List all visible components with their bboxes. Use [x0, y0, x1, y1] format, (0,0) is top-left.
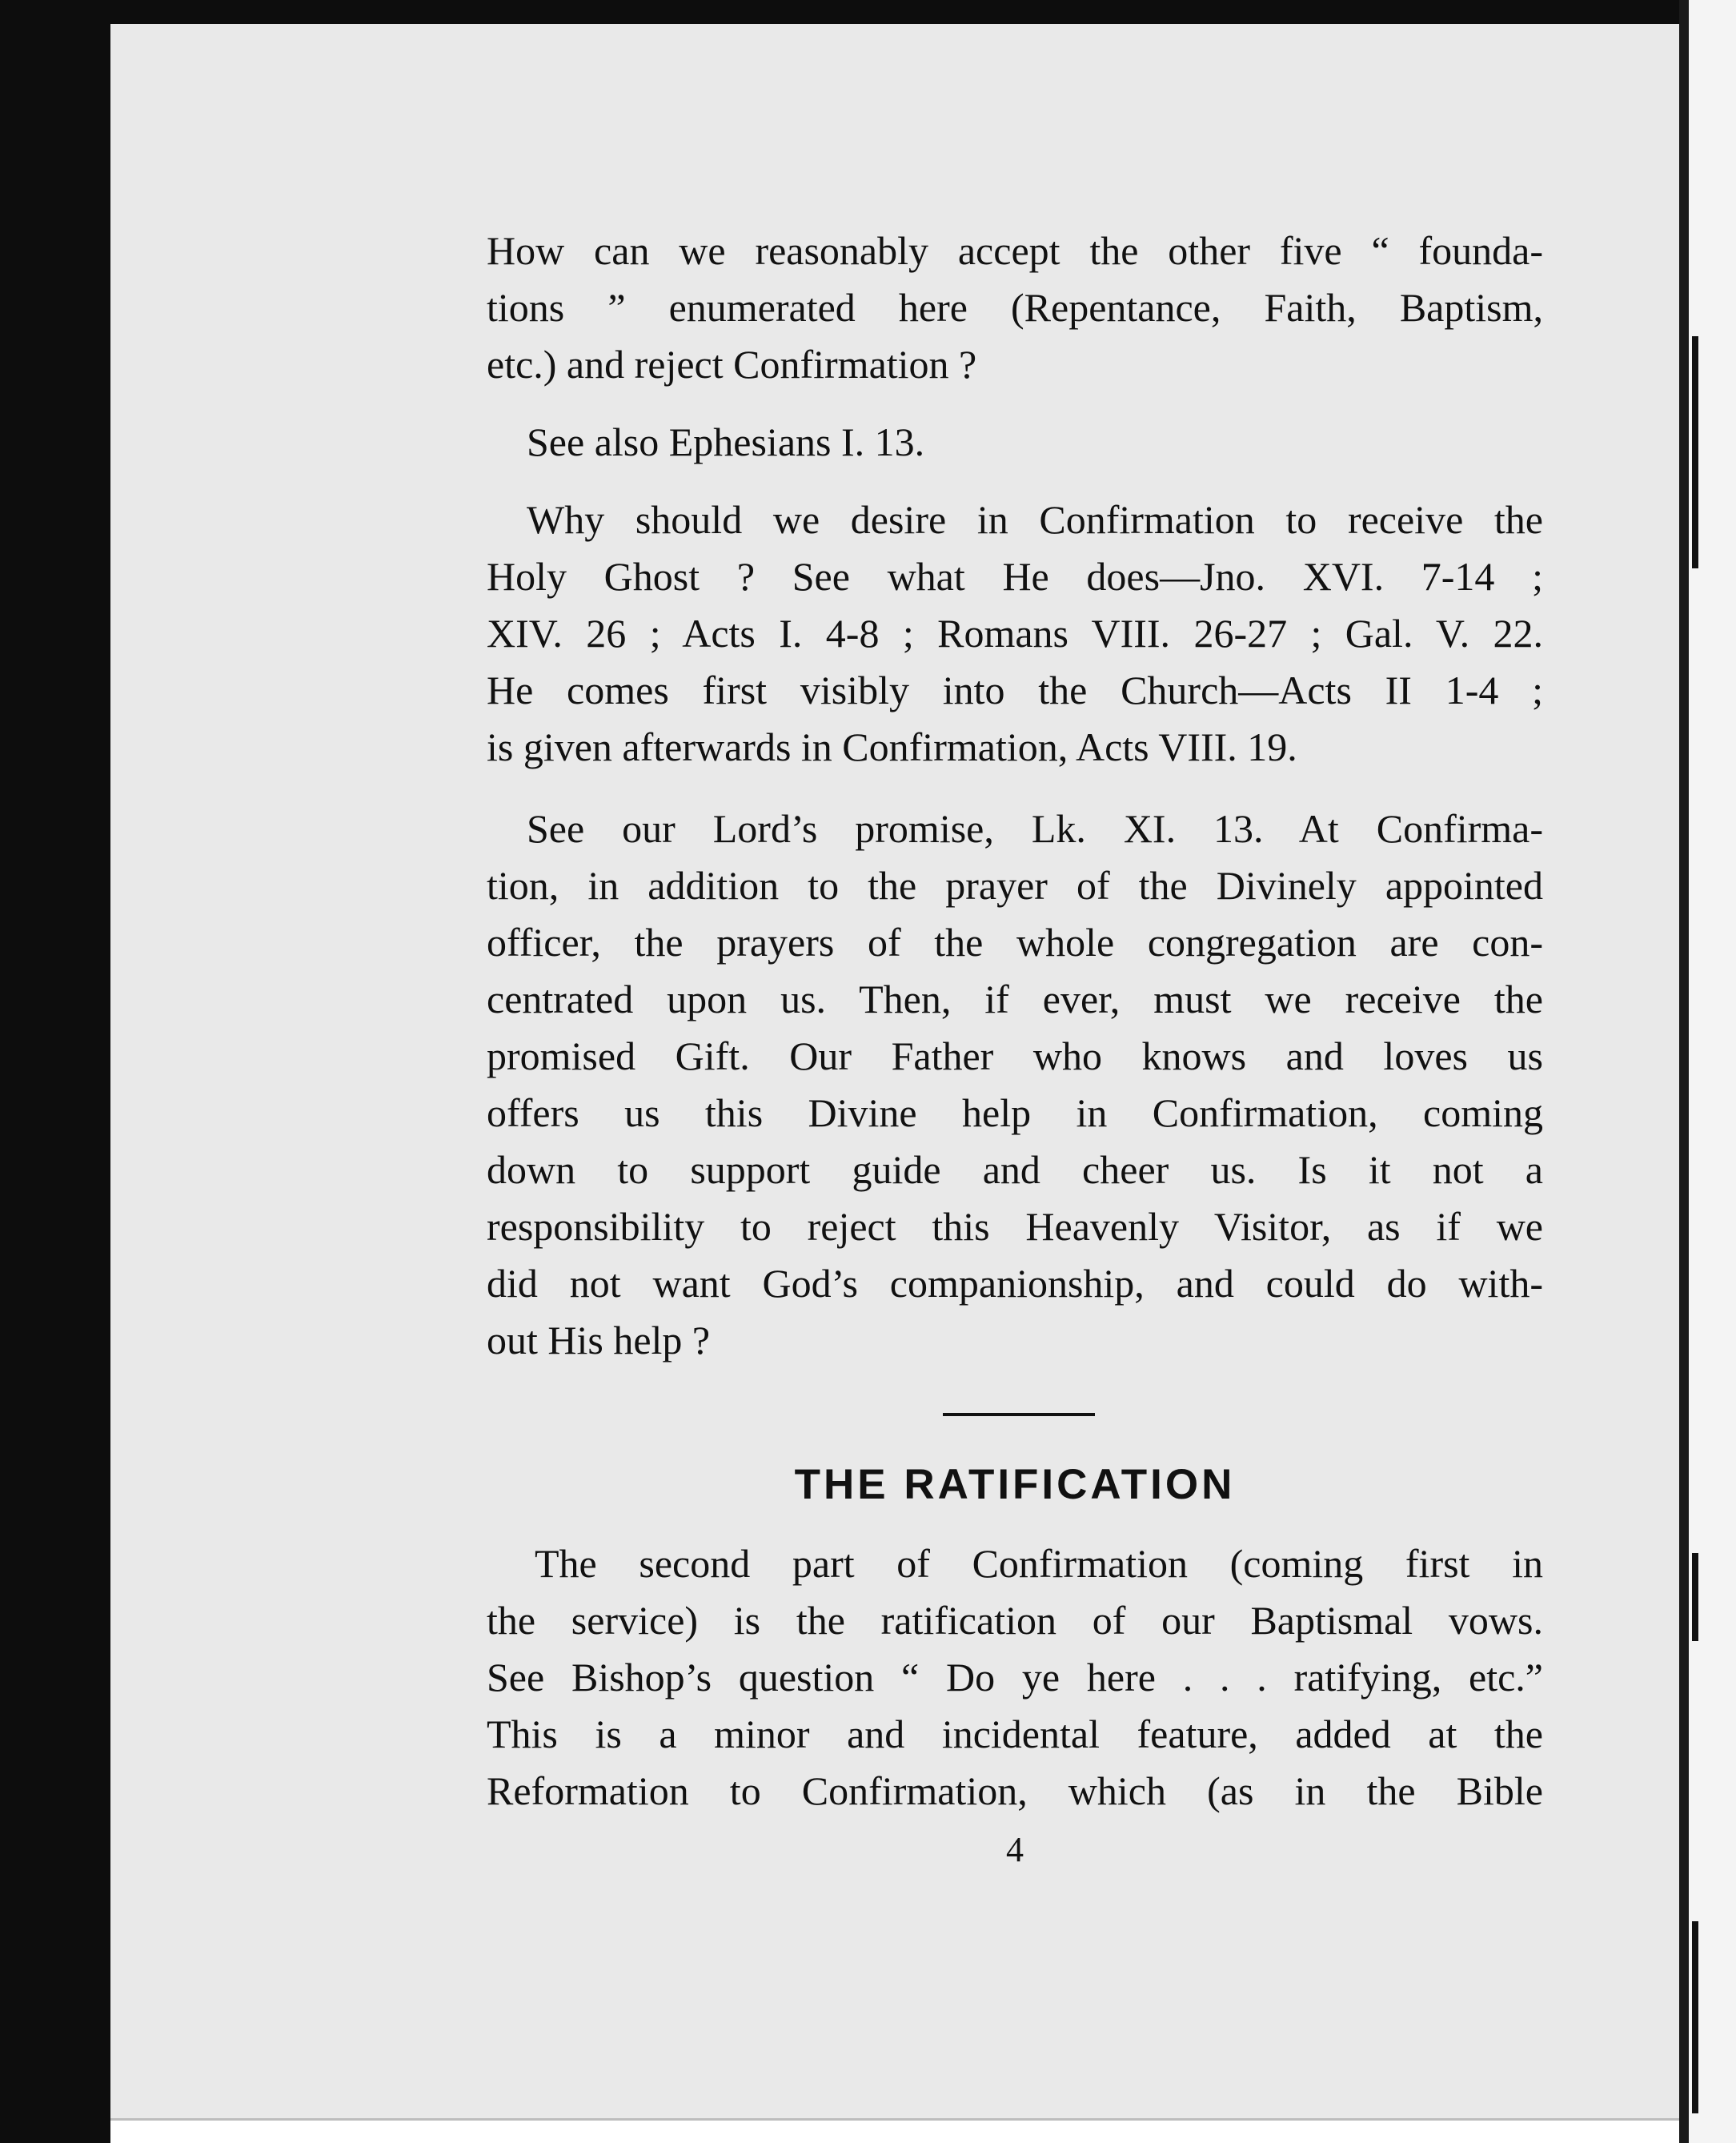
- paragraph-holy-ghost: [487, 492, 1543, 776]
- scan-right-margin: [1689, 0, 1736, 2143]
- text-line: He comes first visibly into the Church—Acts II 1-4 ;: [487, 668, 1543, 712]
- scan-right-edge: [1679, 0, 1689, 2143]
- text-line: did not want God’s companionship, and could do with-: [487, 1261, 1543, 1306]
- scan-mark: [1692, 1553, 1698, 1641]
- text-line: out His help ?: [487, 1318, 711, 1362]
- text-line: down to support guide and cheer us. Is it not a: [487, 1147, 1543, 1192]
- text-line: See our Lord’s promise, Lk. XI. 13. At Confirma-: [527, 806, 1543, 851]
- text-line: tions ” enumerated here (Repentance, Faith, Baptism,: [487, 285, 1543, 330]
- text-line: centrated upon us. Then, if ever, must we receive the: [487, 977, 1543, 1021]
- scan-mark: [1692, 1921, 1698, 2113]
- text-line: offers us this Divine help in Confirmation, coming: [487, 1090, 1543, 1135]
- text-line: promised Gift. Our Father who knows and loves us: [487, 1033, 1543, 1078]
- section-divider: [943, 1413, 1095, 1416]
- text-line: Reformation to Confirmation, which (as in the Bible: [487, 1768, 1543, 1813]
- text-line: Holy Ghost ? See what He does—Jno. XVI. 7-14 ;: [487, 554, 1543, 599]
- scan-left-border: [0, 0, 110, 2143]
- text-line: See Bishop’s question “ Do ye here . . . ratifying, etc.”: [487, 1655, 1543, 1700]
- text-line: The second part of Confirmation (coming first in: [535, 1541, 1543, 1586]
- paragraph-ratification: [487, 1535, 1543, 1820]
- text-line: This is a minor and incidental feature, added at the: [487, 1712, 1543, 1756]
- text-line: XIV. 26 ; Acts I. 4-8 ; Romans VIII. 26-27 ; Gal. V. 22.: [487, 611, 1543, 656]
- text-line: tion, in addition to the prayer of the Divinely appointed: [487, 863, 1543, 908]
- scan-mark: [1692, 336, 1698, 568]
- text-line: officer, the prayers of the whole congregation are con-: [487, 920, 1543, 965]
- page-number: 4: [1006, 1830, 1024, 1869]
- text-line: etc.) and reject Confirmation ?: [487, 342, 977, 387]
- text-line: is given afterwards in Confirmation, Acts VIII. 19.: [487, 724, 1297, 769]
- document-page: [110, 24, 1679, 2121]
- text-line: responsibility to reject this Heavenly Visitor, as if we: [487, 1204, 1543, 1249]
- text-line: See also Ephesians I. 13.: [527, 419, 925, 464]
- text-line: Why should we desire in Confirmation to receive the: [527, 497, 1543, 542]
- paragraph-foundations: [487, 223, 1543, 393]
- paragraph-ephesians: [527, 414, 1543, 471]
- text-line: the service) is the ratification of our Baptismal vows.: [487, 1598, 1543, 1643]
- section-heading: THE RATIFICATION: [794, 1461, 1236, 1508]
- text-line: How can we reasonably accept the other five “ founda-: [487, 228, 1543, 273]
- scan-top-border: [0, 0, 1736, 24]
- paragraph-promise: [487, 801, 1543, 1369]
